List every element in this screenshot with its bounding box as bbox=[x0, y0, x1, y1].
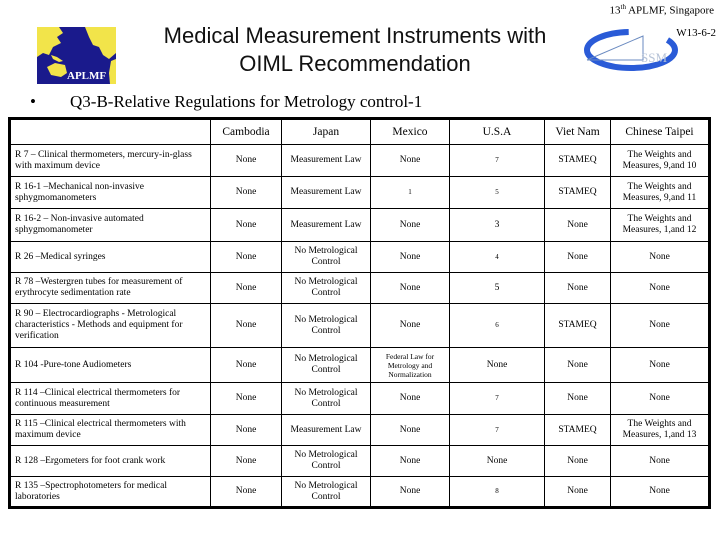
bullet-icon: • bbox=[30, 92, 36, 111]
table-row bbox=[10, 348, 710, 383]
viet-nam-cell: None bbox=[545, 209, 611, 242]
japan-cell: Measurement Law bbox=[282, 177, 371, 209]
mexico-cell: 1 bbox=[371, 177, 450, 209]
instrument-cell: R 16-2 – Non-invasive automated sphygmomanometer bbox=[10, 209, 211, 242]
instrument-cell: R 104 -Pure-tone Audiometers bbox=[10, 348, 211, 383]
header-japan: Japan bbox=[282, 119, 371, 145]
header-cambodia: Cambodia bbox=[211, 119, 282, 145]
japan-cell: No Metrological Control bbox=[282, 273, 371, 304]
conference-ordinal: th bbox=[620, 3, 626, 11]
japan-cell: Measurement Law bbox=[282, 415, 371, 446]
usa-cell: 7 bbox=[450, 145, 545, 177]
japan-cell: No Metrological Control bbox=[282, 304, 371, 348]
viet-nam-cell: None bbox=[545, 273, 611, 304]
cambodia-cell: None bbox=[211, 477, 282, 508]
conference-name: APLMF, Singapore bbox=[625, 4, 714, 17]
page-title bbox=[130, 22, 580, 78]
viet-nam-cell: None bbox=[545, 477, 611, 508]
chinese-taipei-cell: None bbox=[611, 348, 710, 383]
viet-nam-cell: STAMEQ bbox=[545, 145, 611, 177]
cambodia-cell: None bbox=[211, 273, 282, 304]
usa-cell: 6 bbox=[450, 304, 545, 348]
japan-cell: No Metrological Control bbox=[282, 348, 371, 383]
title-line-1: Medical Measurement Instruments with bbox=[163, 23, 547, 48]
mexico-cell: None bbox=[371, 209, 450, 242]
cambodia-cell: None bbox=[211, 415, 282, 446]
section-heading bbox=[30, 92, 422, 112]
instrument-cell: R 16-1 –Mechanical non-invasive sphygmomanometers bbox=[10, 177, 211, 209]
header-chinese-taipei: Chinese Taipei bbox=[611, 119, 710, 145]
cambodia-cell: None bbox=[211, 242, 282, 273]
header-mexico: Mexico bbox=[371, 119, 450, 145]
japan-cell: No Metrological Control bbox=[282, 446, 371, 477]
table-row bbox=[10, 273, 710, 304]
mexico-cell: None bbox=[371, 304, 450, 348]
table-row bbox=[10, 209, 710, 242]
table-row bbox=[10, 446, 710, 477]
viet-nam-cell: None bbox=[545, 242, 611, 273]
usa-cell: 4 bbox=[450, 242, 545, 273]
viet-nam-cell: None bbox=[545, 446, 611, 477]
ssm-ellipse-icon bbox=[583, 24, 683, 74]
japan-cell: No Metrological Control bbox=[282, 383, 371, 415]
usa-cell: None bbox=[450, 348, 545, 383]
chinese-taipei-cell: None bbox=[611, 477, 710, 508]
ssm-logo bbox=[583, 24, 683, 74]
chinese-taipei-cell: The Weights and Measures, 1,and 12 bbox=[611, 209, 710, 242]
chinese-taipei-cell: The Weights and Measures, 1,and 13 bbox=[611, 415, 710, 446]
cambodia-cell: None bbox=[211, 145, 282, 177]
regulations-table bbox=[8, 117, 711, 509]
instrument-cell: R 26 –Medical syringes bbox=[10, 242, 211, 273]
japan-cell: No Metrological Control bbox=[282, 242, 371, 273]
viet-nam-cell: None bbox=[545, 348, 611, 383]
mexico-cell: None bbox=[371, 446, 450, 477]
header-usa: U.S.A bbox=[450, 119, 545, 145]
cambodia-cell: None bbox=[211, 304, 282, 348]
cambodia-cell: None bbox=[211, 209, 282, 242]
svg-text:APLMF: APLMF bbox=[67, 70, 107, 82]
viet-nam-cell: STAMEQ bbox=[545, 177, 611, 209]
chinese-taipei-cell: None bbox=[611, 304, 710, 348]
table-row bbox=[10, 145, 710, 177]
viet-nam-cell: STAMEQ bbox=[545, 415, 611, 446]
mexico-cell: Federal Law for Metrology and Normalization bbox=[371, 348, 450, 383]
instrument-cell: R 128 –Ergometers for foot crank work bbox=[10, 446, 211, 477]
usa-cell: 3 bbox=[450, 209, 545, 242]
instrument-cell: R 114 –Clinical electrical thermometers for continuous measurement bbox=[10, 383, 211, 415]
table-header-row bbox=[10, 119, 710, 145]
japan-cell: Measurement Law bbox=[282, 145, 371, 177]
chinese-taipei-cell: None bbox=[611, 242, 710, 273]
svg-text:SSM: SSM bbox=[641, 50, 668, 65]
cambodia-cell: None bbox=[211, 177, 282, 209]
doc-code: W13-6-2 bbox=[676, 27, 716, 39]
table-row bbox=[10, 383, 710, 415]
instrument-cell: R 7 – Clinical thermometers, mercury-in-glass with maximum device bbox=[10, 145, 211, 177]
mexico-cell: None bbox=[371, 273, 450, 304]
aplmf-logo bbox=[37, 27, 116, 84]
usa-cell: None bbox=[450, 446, 545, 477]
instrument-cell: R 90 – Electrocardiographs - Metrological characteristics - Methods and equipment for verification bbox=[10, 304, 211, 348]
usa-cell: 8 bbox=[450, 477, 545, 508]
instrument-cell: R 78 –Westergren tubes for measurement of erythrocyte sedimentation rate bbox=[10, 273, 211, 304]
chinese-taipei-cell: None bbox=[611, 446, 710, 477]
chinese-taipei-cell: The Weights and Measures, 9,and 10 bbox=[611, 145, 710, 177]
mexico-cell: None bbox=[371, 145, 450, 177]
japan-cell: No Metrological Control bbox=[282, 477, 371, 508]
mexico-cell: None bbox=[371, 415, 450, 446]
mexico-cell: None bbox=[371, 383, 450, 415]
cambodia-cell: None bbox=[211, 446, 282, 477]
chinese-taipei-cell: The Weights and Measures, 9,and 11 bbox=[611, 177, 710, 209]
conference-number: 13 bbox=[609, 4, 621, 17]
usa-cell: 7 bbox=[450, 415, 545, 446]
instrument-cell: R 115 –Clinical electrical thermometers with maximum device bbox=[10, 415, 211, 446]
chinese-taipei-cell: None bbox=[611, 273, 710, 304]
conference-label bbox=[610, 3, 715, 17]
mexico-cell: None bbox=[371, 242, 450, 273]
usa-cell: 5 bbox=[450, 177, 545, 209]
title-line-2: OIML Recommendation bbox=[239, 51, 471, 76]
instrument-cell: R 135 –Spectrophotometers for medical laboratories bbox=[10, 477, 211, 508]
usa-cell: 7 bbox=[450, 383, 545, 415]
table-row bbox=[10, 304, 710, 348]
header-instrument bbox=[10, 119, 211, 145]
table-row bbox=[10, 415, 710, 446]
table-row bbox=[10, 177, 710, 209]
japan-cell: Measurement Law bbox=[282, 209, 371, 242]
table-row bbox=[10, 242, 710, 273]
section-heading-text: Q3-B-Relative Regulations for Metrology control-1 bbox=[70, 92, 423, 111]
cambodia-cell: None bbox=[211, 383, 282, 415]
table-row bbox=[10, 477, 710, 508]
usa-cell: 5 bbox=[450, 273, 545, 304]
viet-nam-cell: STAMEQ bbox=[545, 304, 611, 348]
cambodia-cell: None bbox=[211, 348, 282, 383]
mexico-cell: None bbox=[371, 477, 450, 508]
header-viet-nam: Viet Nam bbox=[545, 119, 611, 145]
viet-nam-cell: None bbox=[545, 383, 611, 415]
map-icon bbox=[37, 27, 116, 84]
chinese-taipei-cell: None bbox=[611, 383, 710, 415]
